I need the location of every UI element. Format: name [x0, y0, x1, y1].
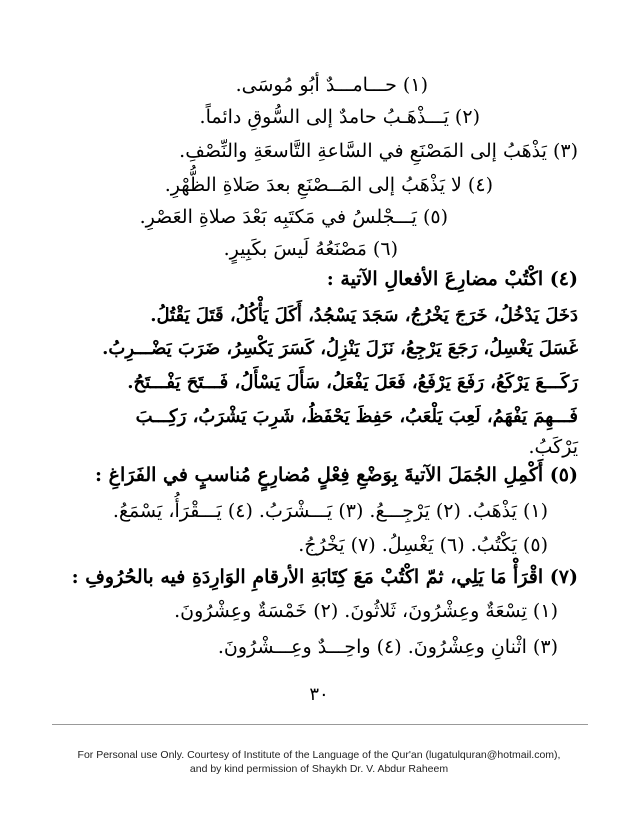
exercise-4-line-2: غَسَلَ يَغْسِلُ، رَجَعَ يَرْجِعُ، نَزَلَ يَنْزِلُ، كَسَرَ يَكْسِرُ، ضَرَبَ يَضْـــرِبُ.	[102, 338, 578, 359]
answer-line-3: (٣) يَذْهَبُ إلى المَصْنَعِ في السَّاعةِ التَّاسعَةِ والنِّصْفِ.	[179, 140, 578, 162]
footer-line-2: and by kind permission of Shaykh Dr. V. Abdur Raheem	[189, 763, 449, 775]
exercise-4-line-5: يَرْكَبُ.	[528, 436, 578, 458]
answer-line-2: (٢) يَـــذْهَـبُ حامدٌ إلى السُّوقِ دائماً.	[199, 106, 480, 128]
exercise-7-line-2: (٣) اثْنانِ وعِشْرُونَ. (٤) واحِـــدٌ وعِـــشْرُونَ.	[217, 636, 558, 658]
answer-line-4: (٤) لا يَذْهَبُ إلى المَــصْنَعِ بعدَ صَلاةِ الظُّهْرِ.	[164, 174, 493, 196]
exercise-5-line-2: (٥) يَكْتُبُ. (٦) يَغْسِلُ. (٧) يَخْرُجُ.	[298, 534, 548, 556]
exercise-7-heading: (٧) اقْرَأْ مَا يَلِي، ثمّ اكْتُبْ مَعَ كِتَابَةِ الأرقامِ الوَارِدَةِ فيه بالحُرُوفِ :	[71, 566, 578, 588]
exercise-4-heading: (٤) اكْتُبْ مضارِعَ الأفعالِ الآتية :	[326, 268, 578, 290]
exercise-4-line-1: دَخَلَ يَدْخُلُ، خَرَجَ يَخْرُجُ، سَجَدَ يَسْجُدُ، أَكَلَ يَأْكُلُ، قَتَلَ يَقْتُلُ.	[150, 305, 578, 326]
exercise-5-heading: (٥) أَكْمِلِ الجُمَلَ الآتيةَ بِوَضْعِ فِعْلٍ مُضارِعٍ مُناسبٍ في الفَرَاغِ :	[94, 464, 578, 486]
answer-line-5: (٥) يَـــجْلسُ في مَكتَبِه بَعْدَ صلاةِ العَصْرِ.	[139, 206, 448, 228]
answer-line-6: (٦) مَصْنَعُهُ لَيسَ بكَبِيرٍ.	[223, 238, 398, 260]
exercise-4-line-4: فَـــهِمَ يَفْهَمُ، لَعِبَ يَلْعَبُ، حَفِظَ يَحْفَظُ، شَرِبَ يَشْرَبُ، رَكِـــبَ	[135, 406, 578, 427]
exercise-7-line-1: (١) تِسْعَةٌ وعِشْرُونَ، ثَلاثُونَ. (٢) خَمْسَةٌ وعِشْرُونَ.	[174, 600, 558, 622]
exercise-4-line-3: رَكَـــعَ يَرْكَعُ، رَفَعَ يَرْفَعُ، فَعَلَ يَفْعَلُ، سَأَلَ يَسْأَلُ، فَـــتَحَ يَفْـــتَحُ.	[127, 372, 578, 393]
page-number: ٣٠	[309, 684, 329, 705]
exercise-5-line-1: (١) يَذْهَبُ. (٢) يَرْجِـــعُ. (٣) يَـــشْرَبُ. (٤) يَـــقْرَأُ، يَسْمَعُ.	[112, 500, 548, 522]
answer-line-1: (١) حـــامـــدٌ أبُو مُوسَى.	[235, 74, 428, 96]
footer-divider	[52, 724, 588, 725]
footer-line-1: For Personal use Only. Courtesy of Institute of the Language of the Qur'an (lugatulquran@hotmail.com),	[77, 749, 561, 761]
